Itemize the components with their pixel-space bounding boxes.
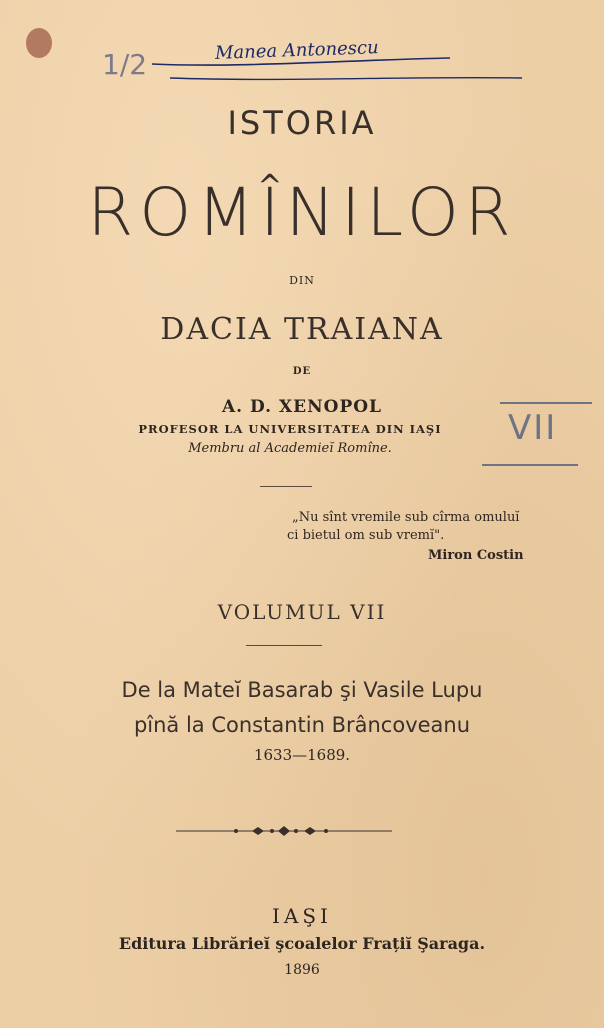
title-din: DIN [289, 274, 315, 287]
series-title: ISTORIA [227, 104, 377, 142]
author-de: DE [292, 366, 312, 377]
handwritten-signature: Manea Antonescu [214, 37, 380, 64]
title-subject: DACIA TRAIANA [160, 312, 444, 347]
divider-rule [260, 486, 312, 487]
handwritten-volume-mark: VII [508, 408, 558, 448]
main-title: ROMÎNILOR [87, 174, 517, 251]
ornament-divider [176, 824, 392, 838]
volume-rule [246, 645, 322, 646]
imprint-publisher: Editura Librărieĭ şcoalelor Frațiĭ Şaraga. [118, 934, 486, 953]
ink-stain [26, 28, 52, 58]
subtitle-years: 1633—1689. [253, 746, 351, 764]
author-academy: Membru al Academieĭ Romîne. [188, 441, 392, 456]
motto-line-2: ci bietul om sub vremĭ". [287, 528, 445, 543]
motto-author: Miron Costin [428, 548, 524, 563]
imprint-year: 1896 [284, 962, 320, 978]
vol-mark-rule-top [500, 402, 592, 404]
handwritten-fraction: 1/2 [102, 48, 148, 81]
vol-mark-rule-bottom [482, 464, 578, 466]
author-name: A. D. XENOPOL [221, 397, 383, 417]
imprint-city: IAŞI [272, 904, 332, 928]
volume-label: VOLUMUL VII [217, 600, 387, 624]
subtitle-line-2: pînă la Constantin Brâncoveanu [133, 713, 471, 737]
subtitle-line-1: De la Mateĭ Basarab şi Vasile Lupu [121, 678, 483, 702]
motto-line-1: „Nu sînt vremile sub cîrma omuluĭ [292, 510, 520, 525]
author-position: PROFESOR LA UNIVERSITATEA DIN IAŞI [138, 422, 442, 436]
